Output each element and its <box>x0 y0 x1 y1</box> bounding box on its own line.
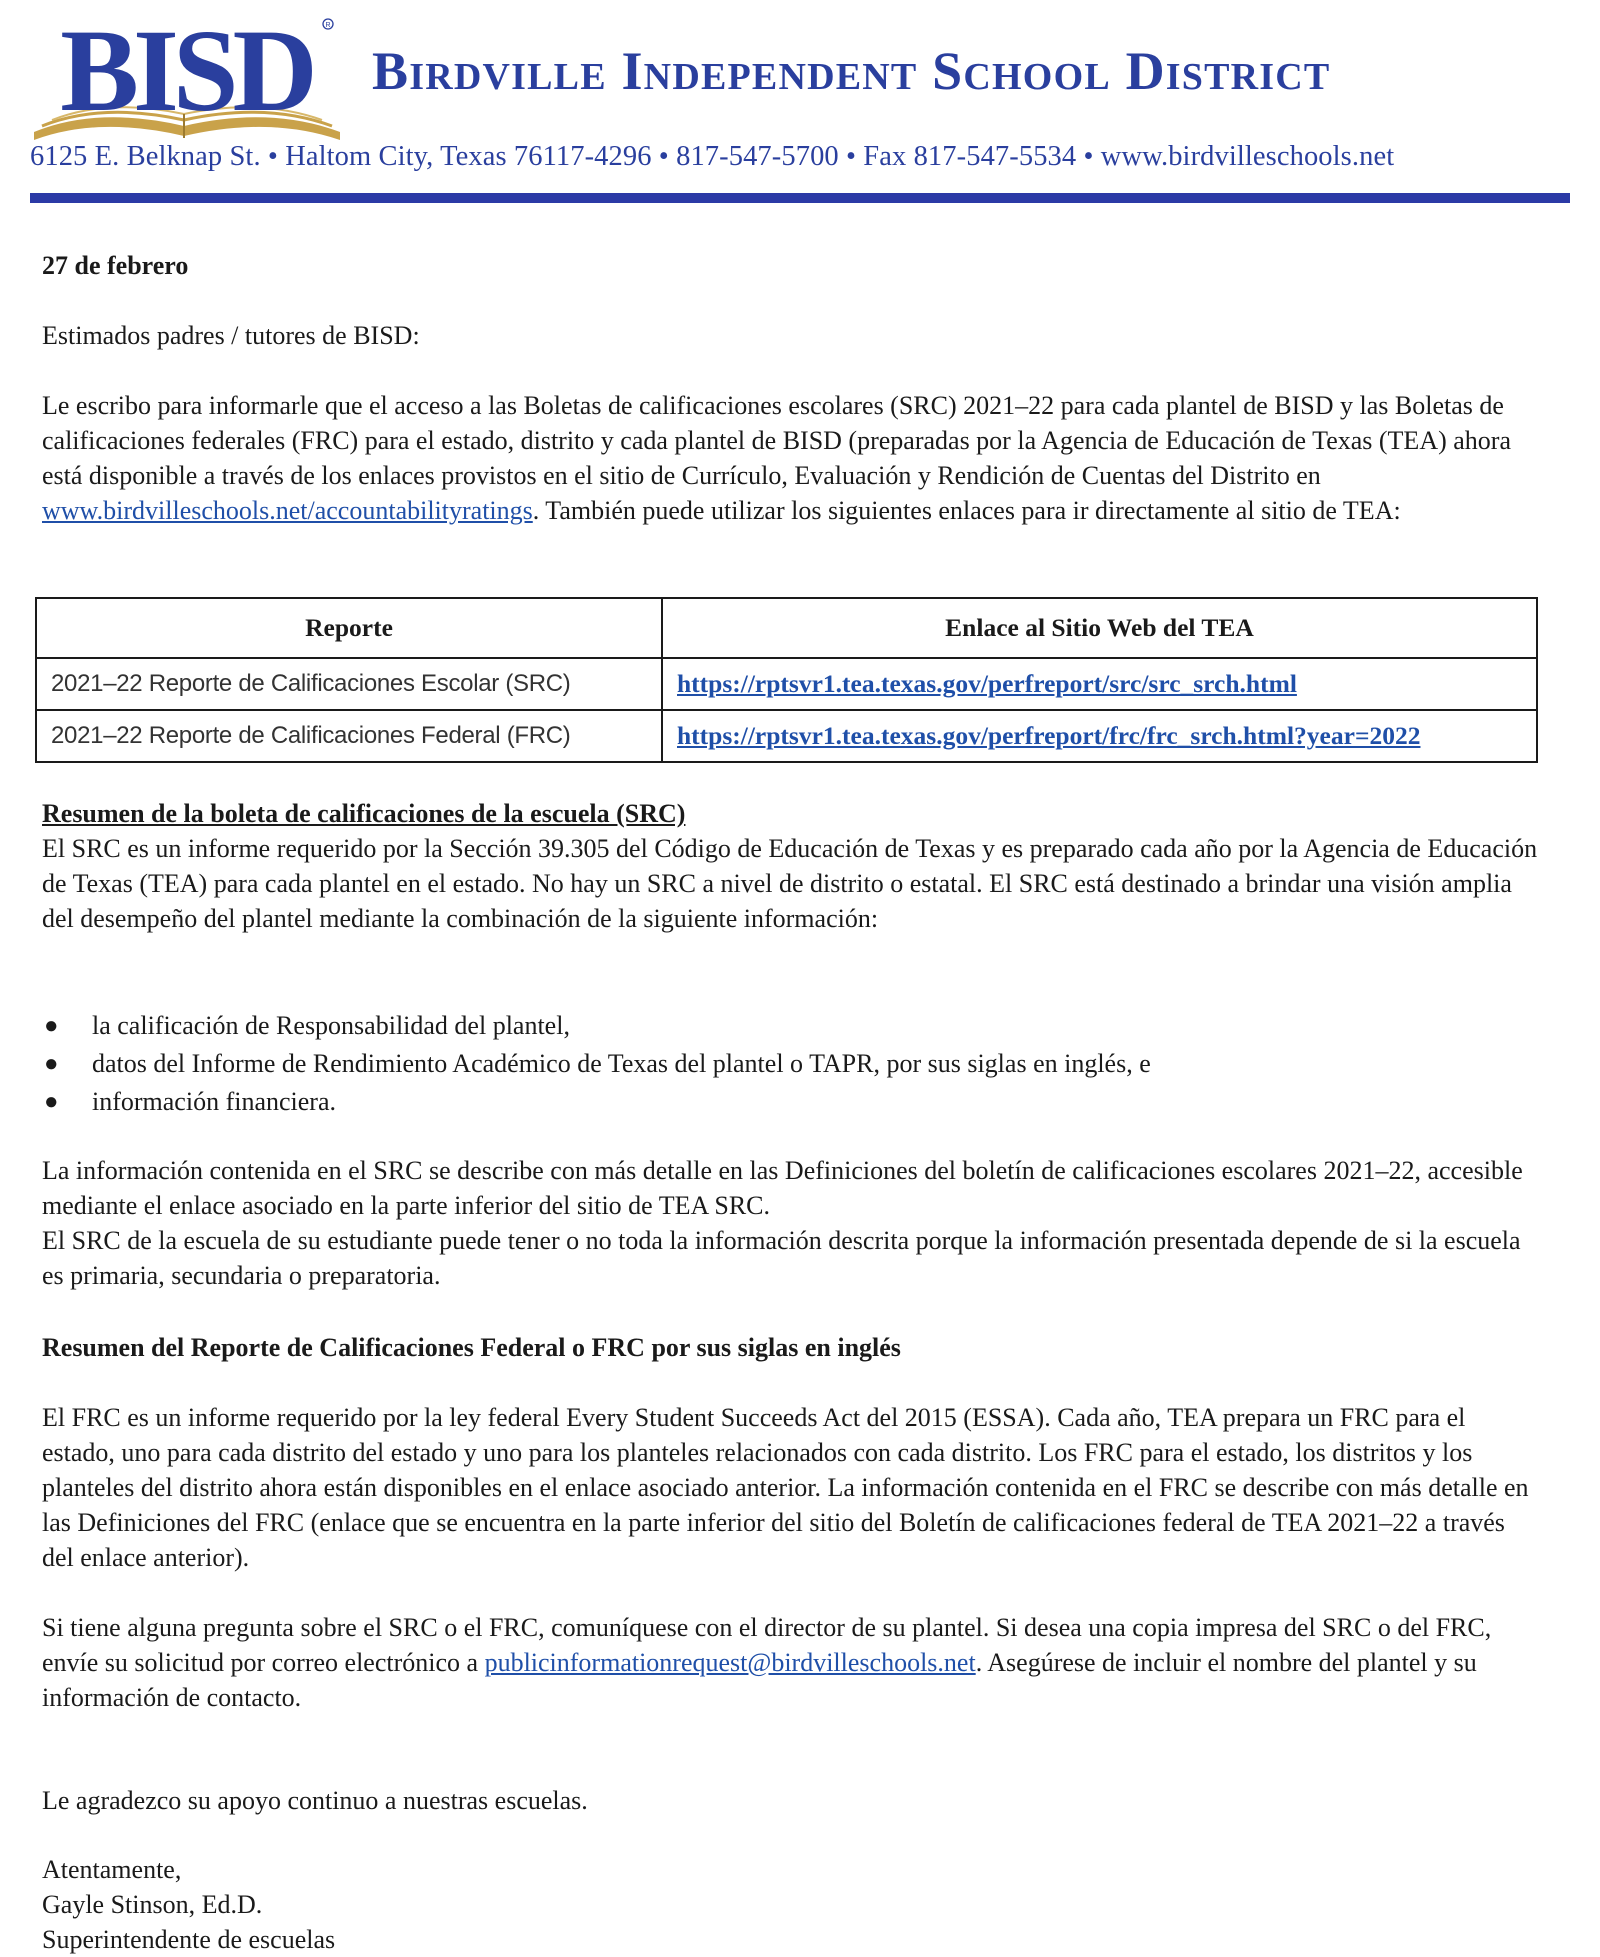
list-item <box>42 1083 1542 1121</box>
contact-paragraph <box>42 1610 1542 1715</box>
bullet-icon: ● <box>44 1013 59 1039</box>
list-item <box>42 1045 1542 1083</box>
list-item <box>42 1007 1542 1045</box>
frc-section-body: El FRC es un informe requerido por la ley federal Every Student Succeeds Act del 2015 (ESSA). Cada año, TEA prepara un FRC para el estado, uno para cada distrito del estado y uno para los planteles relacionados con cada distrito. Los FRC para el estado, los distritos y los planteles del distrito ahora están disponibles en el enlace asociado anterior. La información contenida en el FRC se describe con más detalle en las Definiciones del FRC (enlace que se encuentra en la parte inferior del sitio del Boletín de calificaciones federal de TEA 2021–22 a través del enlace anterior). <box>42 1403 1529 1572</box>
svg-text:R: R <box>325 22 331 29</box>
table-cell-link <box>662 710 1537 762</box>
src-detail-paragraph <box>42 1153 1542 1293</box>
frc-section-heading: Resumen del Reporte de Calificaciones Federal o FRC por sus siglas en inglés <box>42 1333 901 1362</box>
bullet-icon: ● <box>44 1051 59 1077</box>
table-cell-link <box>662 658 1537 710</box>
src-report-link[interactable]: https://rptsvr1.tea.texas.gov/perfreport/src/src_srch.html <box>677 669 1297 698</box>
frc-report-link[interactable]: https://rptsvr1.tea.texas.gov/perfreport/frc/frc_srch.html?year=2022 <box>677 721 1421 750</box>
contact-text-before-link: Si tiene alguna pregunta sobre el SRC o el FRC, comuníquese con el director de su plantel. Si desea una copia impresa del SRC o del FRC, envíe su solicitud por correo electrónico a <box>42 1613 1492 1677</box>
table-row <box>36 658 1537 710</box>
intro-text-after-link: . También puede utilizar los siguientes enlaces para ir directamente al sitio de TEA: <box>532 496 1401 525</box>
src-section-heading: Resumen de la boleta de calificaciones de la escuela (SRC) <box>42 799 686 828</box>
src-detail-line-1: La información contenida en el SRC se describe con más detalle en las Definiciones del boletín de calificaciones escolares 2021–22, accesible mediante el enlace asociado en la parte inferior del sitio de TEA SRC. <box>42 1156 1523 1220</box>
valediction: Atentamente, <box>42 1855 182 1884</box>
signer-title: Superintendente de escuelas <box>42 1925 336 1954</box>
public-info-email-link[interactable]: publicinformationrequest@birdvilleschools.net <box>484 1648 976 1677</box>
src-detail-line-2: El SRC de la escuela de su estudiante puede tener o no toda la información descrita porque la información presentada depende de si la escuela es primaria, secundaria o preparatoria. <box>42 1226 1521 1290</box>
src-bullet-list <box>42 1007 1542 1121</box>
address-line: 6125 E. Belknap St. • Haltom City, Texas 76117-4296 • 817-547-5700 • Fax 817-547-5534 • www.birdvilleschools.net <box>30 141 1395 172</box>
intro-text-before-link: Le escribo para informarle que el acceso a las Boletas de calificaciones escolares (SRC) 2021–22 para cada plantel de BISD y las Boletas de calificaciones federales (FRC) para el estado, distrito y cada plantel de BISD (preparadas por la Agencia de Educación de Texas (TEA) ahora está disponible a través de los enlaces provistos en el sitio de Currículo, Evaluación y Rendición de Cuentas del Distrito en <box>42 391 1511 490</box>
bullet-icon: ● <box>44 1089 59 1115</box>
src-section-body: El SRC es un informe requerido por la Sección 39.305 del Código de Educación de Texas y es preparado cada año por la Agencia de Educación de Texas (TEA) para cada plantel en el estado. No hay un SRC a nivel de distrito o estatal. El SRC está destinado a brindar una visión amplia del desempeño del plantel mediante la combinación de la siguiente información: <box>42 834 1538 933</box>
bullet-text: información financiera. <box>92 1087 336 1116</box>
logo-lettering: BISD <box>60 14 312 136</box>
table-cell-report: 2021–22 Reporte de Calificaciones Escolar (SRC) <box>36 658 662 710</box>
table-header-row <box>36 598 1537 658</box>
thanks-line: Le agradezco su apoyo continuo a nuestras escuelas. <box>42 1786 588 1815</box>
signature-block <box>42 1852 1542 1957</box>
report-links-table <box>35 597 1538 763</box>
letter-date: 27 de febrero <box>42 251 189 280</box>
bullet-text: la calificación de Responsabilidad del plantel, <box>92 1011 570 1040</box>
header-rule <box>30 193 1570 203</box>
table-header-link: Enlace al Sitio Web del TEA <box>662 598 1537 658</box>
contact-text-after-link: . Asegúrese de incluir el nombre del plantel y su información de contacto. <box>42 1648 1477 1712</box>
table-header-report: Reporte <box>36 598 662 658</box>
table-cell-report: 2021–22 Reporte de Calificaciones Federal (FRC) <box>36 710 662 762</box>
table-row <box>36 710 1537 762</box>
bisd-logo <box>28 14 346 146</box>
greeting: Estimados padres / tutores de BISD: <box>42 321 420 350</box>
accountability-link[interactable]: www.birdvilleschools.net/accountabilityratings <box>42 496 533 525</box>
signer-name: Gayle Stinson, Ed.D. <box>42 1890 263 1919</box>
bullet-text: datos del Informe de Rendimiento Académico de Texas del plantel o TAPR, por sus siglas en inglés, e <box>92 1049 1151 1078</box>
district-name: Birdville Independent School District <box>372 41 1331 101</box>
intro-paragraph <box>42 388 1542 528</box>
